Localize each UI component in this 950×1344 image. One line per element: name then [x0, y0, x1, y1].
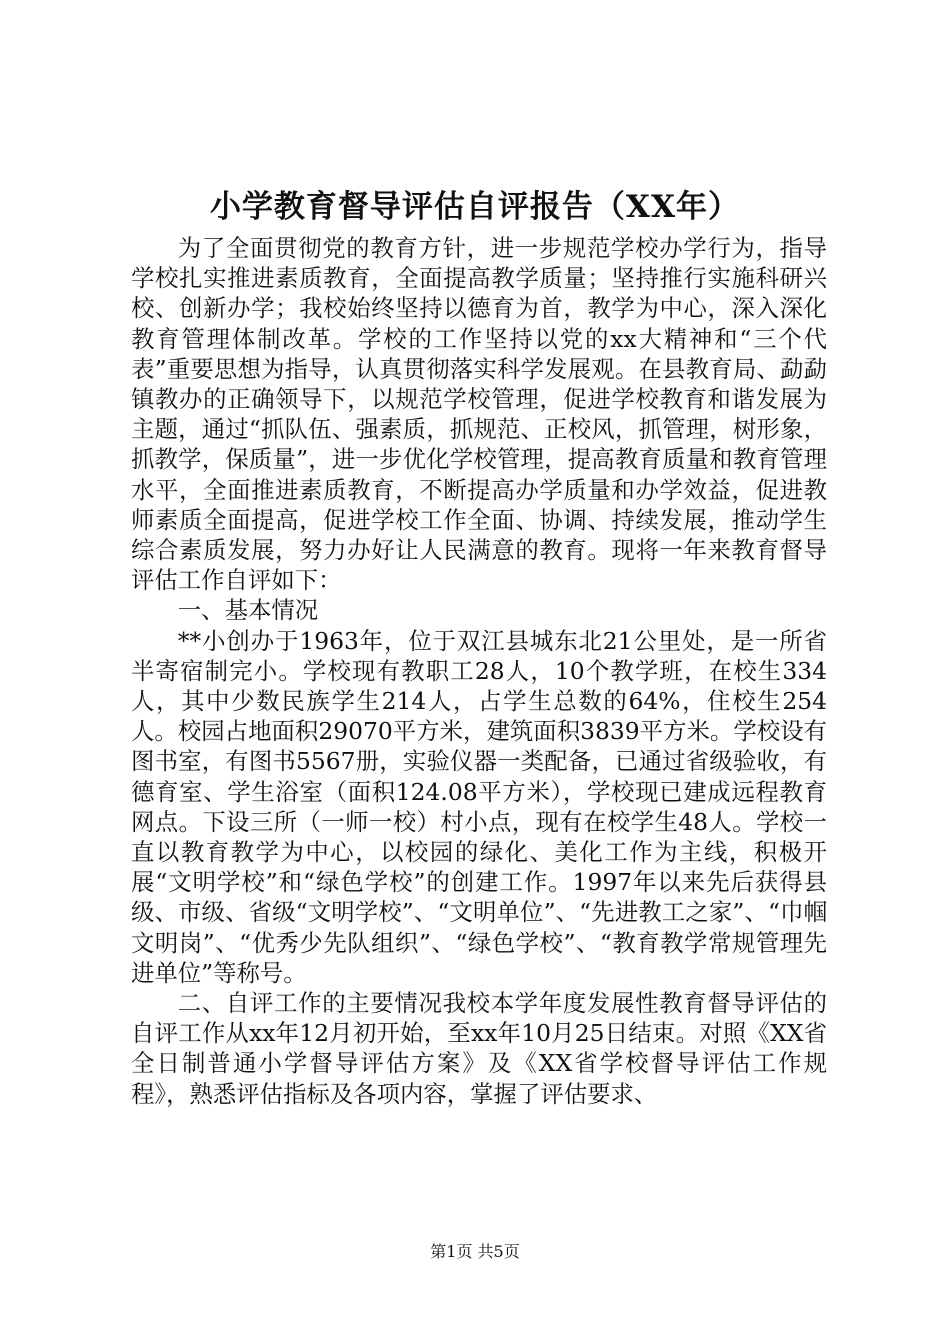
document-body — [131, 233, 827, 1109]
page-footer: 第1页 共5页 — [430, 1242, 520, 1261]
paragraph-self-evaluation: 二、自评工作的主要情况我校本学年度发展性教育督导评估的自评工作从xx年12月初开始，至xx年10月25日结束。对照《XX省全日制普通小学督导评估方案》及《XX省学校督导评估工作规程》，熟悉评估指标及各项内容，掌握了评估要求、 — [131, 989, 827, 1108]
document-title: 小学教育督导评估自评报告（XX年） — [209, 189, 741, 225]
paragraph-basic-info: **小创办于1963年，位于双江县城东北21公里处，是一所省半寄宿制完小。学校现有教职工28人，10个教学班，在校生334人，其中少数民族学生214人，占学生总数的64%，住校生254人。校园占地面积29070平方米，建筑面积3839平方米。学校设有图书室，有图书5567册，实验仪器一类配备，已通过省级验收，有德育室、学生浴室（面积124.08平方米），学校现已建成远程教育网点。下设三所（一师一校）村小点，现有在校学生48人。学校一直以教育教学为中心，以校园的绿化、美化工作为主线，积极开展“文明学校”和“绿色学校”的创建工作。1997年以来先后获得县级、市级、省级“文明学校”、“文明单位”、“先进教工之家”、“巾帼文明岗”、“优秀少先队组织”、“绿色学校”、“教育教学常规管理先进单位”等称号。 — [131, 626, 827, 987]
paragraph-intro: 为了全面贯彻党的教育方针，进一步规范学校办学行为，指导学校扎实推进素质教育，全面提高教学质量；坚持推行实施科研兴校、创新办学；我校始终坚持以德育为首，教学为中心，深入深化教育管理体制改革。学校的工作坚持以党的xx大精神和“三个代表”重要思想为指导，认真贯彻落实科学发展观。在县教育局、勐勐镇教办的正确领导下，以规范学校管理，促进学校教育和谐发展为主题，通过“抓队伍、强素质，抓规范、正校风，抓管理，树形象，抓教学，保质量”，进一步优化学校管理，提高教育质量和教育管理水平，全面推进素质教育，不断提高办学质量和办学效益，促进教师素质全面提高，促进学校工作全面、协调、持续发展，推动学生综合素质发展，努力办好让人民满意的教育。现将一年来教育督导评估工作自评如下： — [131, 234, 827, 595]
section-heading-basic-info: 一、基本情况 — [177, 596, 319, 625]
